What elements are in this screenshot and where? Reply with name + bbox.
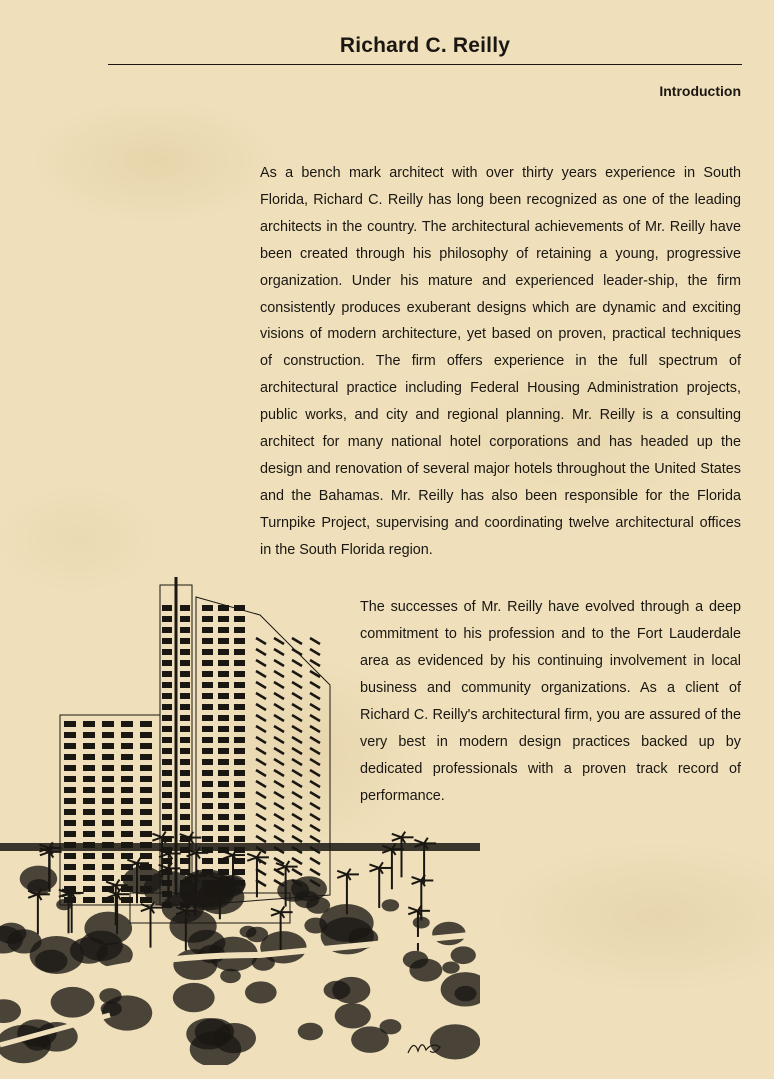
page-title: Richard C. Reilly xyxy=(339,34,511,57)
building-illustration xyxy=(0,575,480,1065)
title-rule xyxy=(108,64,742,65)
intro-paragraph-2: The successes of Mr. Reilly have evolved through a deep commitment to his profession and to the Fort Lauderdale area as evidenced by his continuing involvement in local business and community organizations. As a client of Richard C. Reilly's architectural firm, you are assured of the very best in modern design practices backed up by dedicated professionals with a proven track record of performance. xyxy=(360,599,741,804)
section-heading: Introduction xyxy=(659,83,741,99)
intro-paragraph-1: As a bench mark architect with over thirty years experience in South Florida, Richard C. Reilly has long been recognized as one of the leading architects in the country. The architectural achievements of Mr. Reilly have been created through his philosophy of retaining a young, progressive organization. Under his mature and experienced leader-ship, the firm consistently produces exuberant designs which are dynamic and exciting visions of modern architecture, yet based on proven, practical techniques of construction. The firm offers experience in the full spectrum of architectural practice including Federal Housing Administration projects, public works, and city and regional planning. Mr. Reilly is a consulting architect for many national hotel corporations and has headed up the design and renovation of several major hotels throughout the United States and the Bahamas. Mr. Reilly has also been responsible for the Florida Turnpike Project, supervising and coordinating twelve architectural offices in the South Florida region. xyxy=(260,165,741,558)
